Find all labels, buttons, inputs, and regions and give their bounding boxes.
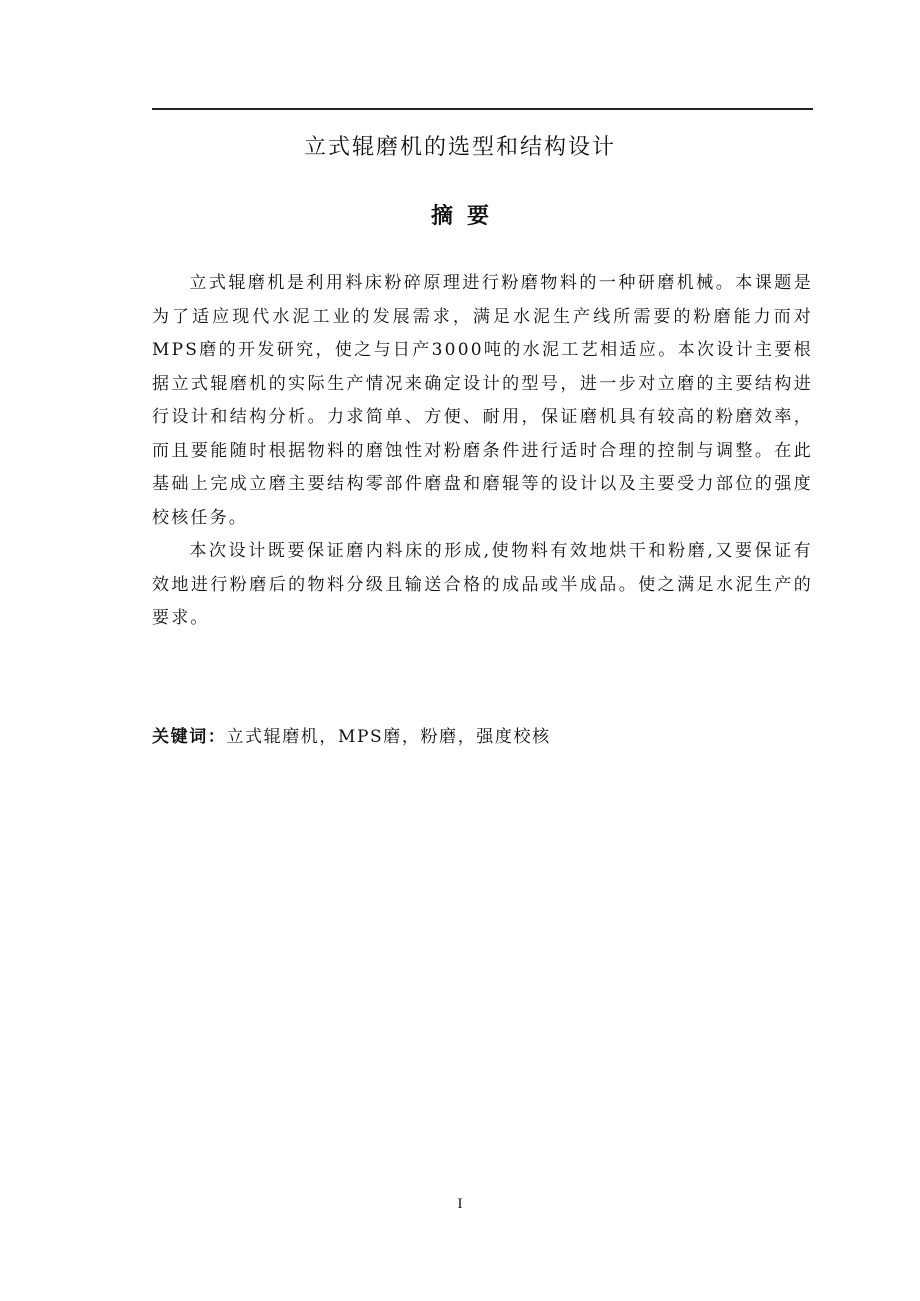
abstract-body xyxy=(152,267,813,636)
abstract-paragraph-1: 立式辊磨机是利用料床粉碎原理进行粉磨物料的一种研磨机械。本课题是为了适应现代水泥工业的发展需求，满足水泥生产线所需要的粉磨能力而对MPS磨的开发研究，使之与日产3000吨的水泥工艺相适应。本次设计主要根据立式辊磨机的实际生产情况来确定设计的型号，进一步对立磨的主要结构进行设计和结构分析。力求简单、方便、耐用，保证磨机具有较高的粉磨效率，而且要能随时根据物料的磨蚀性对粉磨条件进行适时合理的控制与调整。在此基础上完成立磨主要结构零部件磨盘和磨辊等的设计以及主要受力部位的强度校核任务。 xyxy=(152,273,813,528)
keywords-text: 立式辊磨机，MPS磨，粉磨，强度校核 xyxy=(226,727,551,747)
header-rule xyxy=(152,108,813,110)
abstract-heading: 摘要 xyxy=(430,204,503,229)
abstract-paragraph-2: 本次设计既要保证磨内料床的形成,使物料有效地烘干和粉磨,又要保证有效地进行粉磨后的物料分级且输送合格的成品或半成品。使之满足水泥生产的要求。 xyxy=(152,541,813,628)
keywords-label: 关键词： xyxy=(152,727,227,747)
page-number: I xyxy=(457,1196,463,1212)
document-title: 立式辊磨机的选型和结构设计 xyxy=(303,135,616,160)
keywords-line xyxy=(152,722,813,752)
